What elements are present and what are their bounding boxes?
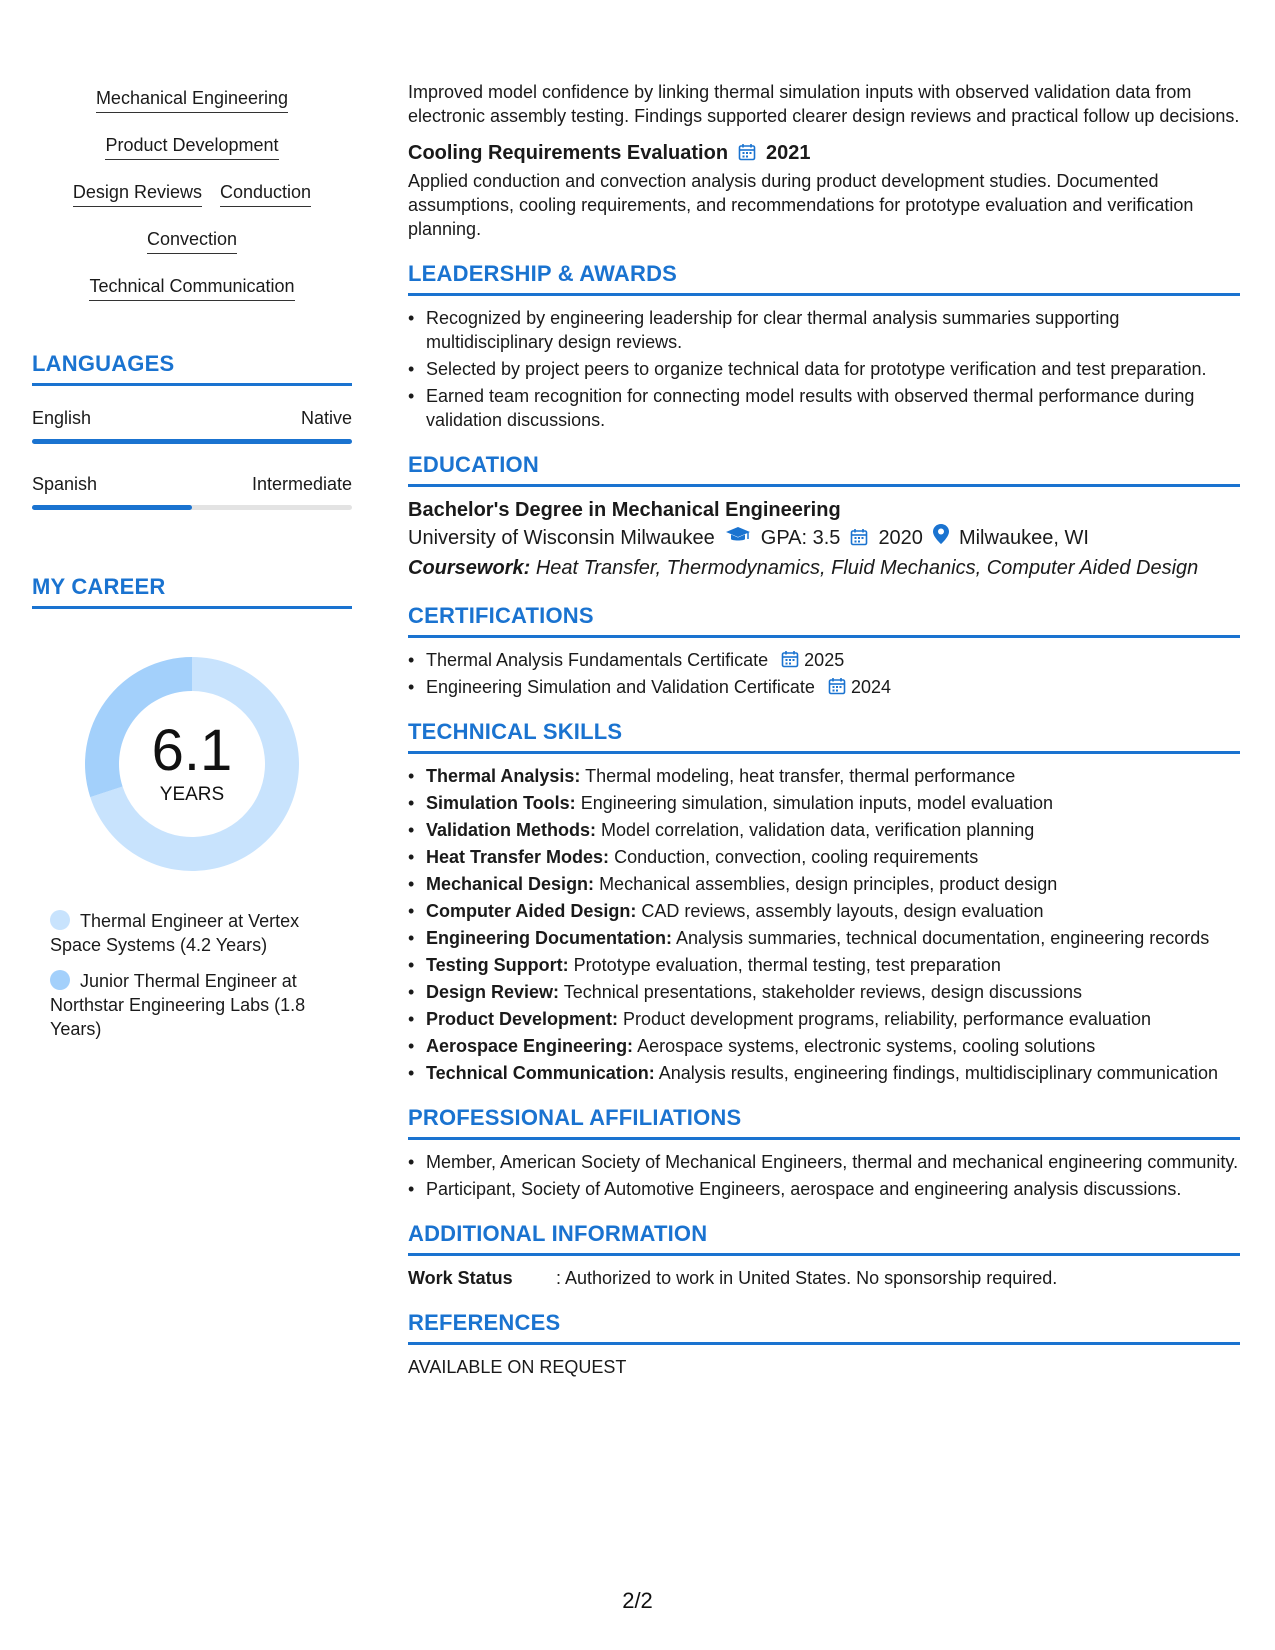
project-title: Cooling Requirements Evaluation [408,142,729,164]
left-column [32,80,352,1053]
affiliations-section [408,1105,1240,1201]
list-item [408,953,1240,977]
skill-tag: Design Reviews [73,182,202,207]
career-section [32,574,352,1041]
skill-value: Analysis results, engineering findings, multidisciplinary communication [658,1063,1218,1083]
references-section [408,1310,1240,1379]
certifications-title: CERTIFICATIONS [408,603,1240,638]
list-item [408,675,1240,699]
calendar-icon [781,650,804,670]
list-item: • Participant, Society of Automotive Engineers, aerospace and engineering analysis discussions. [408,1177,1240,1201]
skill-value: Product development programs, reliability, performance evaluation [623,1009,1151,1029]
legend-dot [50,970,70,990]
degree: Bachelor's Degree in Mechanical Engineering [408,499,841,521]
skill-value: Aerospace systems, electronic systems, cooling solutions [637,1036,1096,1056]
skill-value: Thermal modeling, heat transfer, thermal performance [585,766,1016,786]
skill-value: Engineering simulation, simulation inputs, model evaluation [580,793,1053,813]
project-heading [408,142,1240,165]
list-item [408,1007,1240,1031]
certification-year: 2024 [850,677,891,697]
education-title: EDUCATION [408,452,1240,487]
skill-tag: Conduction [220,182,311,207]
legend-item [50,969,352,1041]
skill-tag: Product Development [105,135,278,160]
skill-value: Analysis summaries, technical documentation, engineering records [676,928,1210,948]
legend-label: Thermal Engineer at Vertex Space Systems (4.2 Years) [50,911,300,955]
list-item [408,872,1240,896]
language-bar [32,439,352,444]
skill-key: Testing Support: [426,955,569,975]
skills-section [408,719,1240,1085]
coursework-list: Heat Transfer, Thermodynamics, Fluid Mechanics, Computer Aided Design [535,557,1199,579]
skill-value: CAD reviews, assembly layouts, design evaluation [641,901,1044,921]
education-meta [408,523,1240,553]
calendar-icon [828,677,851,697]
project-year: 2021 [766,142,811,164]
project-description: Applied conduction and convection analysis during product development studies. Documented assumptions, cooling requirements, and recommendations for prototype evaluation and verification planning. [408,171,1194,239]
project-paragraph: Improved model confidence by linking thermal simulation inputs with observed validation data from electronic assembly testing. Findings supported clearer design reviews and practical follow up decisions. [408,82,1240,126]
coursework [408,553,1240,583]
leadership-title: LEADERSHIP & AWARDS [408,261,1240,296]
skill-tag: Technical Communication [89,276,294,301]
skill-key: Validation Methods: [426,820,597,840]
language-name: Spanish [32,474,98,494]
skill-key: Computer Aided Design: [426,901,637,921]
school: University of Wisconsin Milwaukee [408,527,715,549]
affiliations-title: PROFESSIONAL AFFILIATIONS [408,1105,1240,1140]
skills-title: TECHNICAL SKILLS [408,719,1240,754]
languages-section [32,351,352,510]
skill-tag: Mechanical Engineering [96,88,288,113]
legend-dot [50,910,70,930]
language-item [32,408,352,444]
list-item: • Selected by project peers to organize technical data for prototype verification and test preparation. [408,357,1240,381]
skill-key: Design Review: [426,982,560,1002]
list-item: • Member, American Society of Mechanical Engineers, thermal and mechanical engineering community. [408,1150,1240,1174]
calendar-icon [850,523,868,553]
calendar-icon [738,142,756,165]
certification-year: 2025 [804,650,845,670]
list-item [408,1061,1240,1085]
list-item [408,980,1240,1004]
references-title: REFERENCES [408,1310,1240,1345]
language-level: Intermediate [251,474,352,494]
page-number: 2/2 [622,1588,653,1613]
legend-label: Junior Thermal Engineer at Northstar Engineering Labs (1.8 Years) [50,971,306,1039]
skill-key: Thermal Analysis: [426,766,581,786]
skill-value: Prototype evaluation, thermal testing, test preparation [573,955,1001,975]
career-donut-chart [77,649,307,879]
list-item [408,899,1240,923]
education-section [408,452,1240,583]
language-level: Native [300,408,352,428]
list-item [408,791,1240,815]
skill-tags [32,80,352,301]
career-title: MY CAREER [32,574,352,609]
list-item [408,1034,1240,1058]
work-status-value: : Authorized to work in United States. No sponsorship required. [556,1268,1058,1288]
skill-value: Mechanical assemblies, design principles, product design [599,874,1058,894]
skill-key: Mechanical Design: [426,874,595,894]
location-pin-icon [933,523,949,553]
list-item [408,845,1240,869]
education-location: Milwaukee, WI [958,527,1089,549]
languages-title: LANGUAGES [32,351,352,386]
language-bar [32,505,352,510]
career-total-value: 6.1 [151,718,233,783]
career-legend [32,909,352,1041]
additional-section [408,1221,1240,1290]
skills-list [408,764,1240,1085]
legend-item [50,909,352,957]
list-item [408,764,1240,788]
skill-key: Aerospace Engineering: [426,1036,634,1056]
list-item [408,818,1240,842]
list-item [408,926,1240,950]
graduation-year: 2020 [878,527,923,549]
language-bar-fill [32,439,352,444]
gpa: GPA: 3.5 [760,527,841,549]
skill-key: Heat Transfer Modes: [426,847,610,867]
language-bar-fill [32,505,192,510]
graduation-cap-icon [725,523,751,553]
leadership-section [408,261,1240,432]
skill-key: Simulation Tools: [426,793,576,813]
certification-name: Engineering Simulation and Validation Certificate [426,677,815,697]
references-text: AVAILABLE ON REQUEST [408,1357,627,1377]
list-item: • Earned team recognition for connecting model results with observed thermal performance during validation discussions. [408,384,1240,432]
certifications-section [408,603,1240,699]
skill-value: Conduction, convection, cooling requirements [614,847,979,867]
additional-title: ADDITIONAL INFORMATION [408,1221,1240,1256]
skill-key: Product Development: [426,1009,619,1029]
list-item: • Recognized by engineering leadership for clear thermal analysis summaries supporting multidisciplinary design reviews. [408,306,1240,354]
skill-value: Model correlation, validation data, verification planning [601,820,1035,840]
skill-key: Engineering Documentation: [426,928,673,948]
right-column [408,80,1240,1379]
skill-tag: Convection [147,229,237,254]
career-total-label: YEARS [159,784,225,805]
coursework-label: Coursework: [408,557,531,579]
certification-name: Thermal Analysis Fundamentals Certificate [426,650,769,670]
language-item [32,474,352,510]
work-status-label: Work Status [408,1268,513,1288]
skill-key: Technical Communication: [426,1063,655,1083]
list-item [408,648,1240,672]
language-name: English [32,408,92,428]
skill-value: Technical presentations, stakeholder reviews, design discussions [563,982,1083,1002]
